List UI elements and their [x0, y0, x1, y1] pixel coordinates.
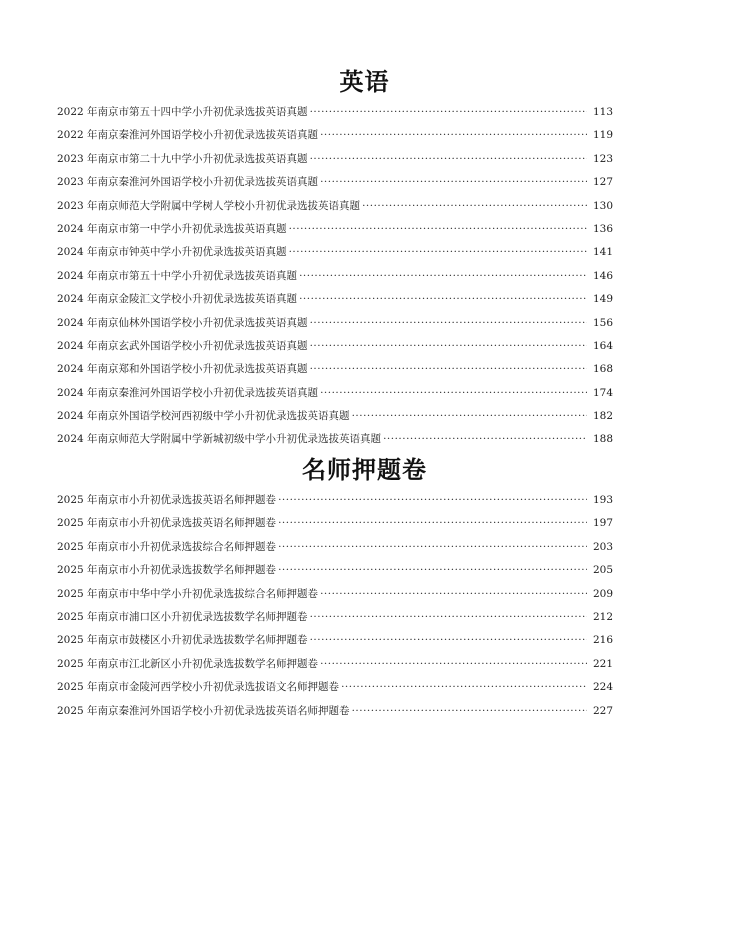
- dot-leader: [320, 658, 587, 670]
- dot-leader: [320, 387, 587, 399]
- toc-list-mock-exams: [57, 492, 613, 726]
- toc-entry[interactable]: [57, 338, 613, 361]
- dot-leader: [310, 634, 587, 646]
- toc-entry-title: 2024 年南京市第五十中学小升初优录选拔英语真题: [57, 269, 298, 282]
- toc-entry[interactable]: [57, 656, 613, 679]
- toc-entry[interactable]: [57, 315, 613, 338]
- toc-entry[interactable]: [57, 268, 613, 291]
- toc-entry[interactable]: [57, 492, 613, 515]
- toc-entry-page-number: 182: [592, 410, 613, 423]
- toc-entry-title: 2024 年南京秦淮河外国语学校小升初优录选拔英语真题: [57, 386, 319, 399]
- dot-leader: [278, 494, 587, 506]
- toc-entry-title: 2024 年南京市钟英中学小升初优录选拔英语真题: [57, 246, 287, 259]
- toc-entry[interactable]: [57, 221, 613, 244]
- dot-leader: [310, 340, 587, 352]
- dot-leader: [320, 129, 587, 141]
- toc-entry-page-number: 141: [592, 246, 613, 259]
- toc-entry-page-number: 127: [592, 176, 613, 189]
- toc-entry[interactable]: [57, 104, 613, 127]
- toc-entry[interactable]: [57, 151, 613, 174]
- section-title-english: 英语: [339, 68, 390, 96]
- toc-entry-title: 2024 年南京仙林外国语学校小升初优录选拔英语真题: [57, 316, 308, 329]
- toc-entry-page-number: 216: [592, 634, 613, 647]
- dot-leader: [341, 681, 587, 693]
- toc-entry-title: 2024 年南京师范大学附属中学新城初级中学小升初优录选拔英语真题: [57, 433, 382, 446]
- toc-entry[interactable]: [57, 408, 613, 431]
- toc-entry-page-number: 193: [592, 494, 613, 506]
- toc-entry-title: 2025 年南京市江北新区小升初优录选拔数学名师押题卷: [57, 657, 319, 670]
- toc-entry[interactable]: [57, 385, 613, 408]
- toc-entry[interactable]: [57, 632, 613, 655]
- dot-leader: [289, 246, 587, 258]
- toc-entry-page-number: 224: [592, 681, 613, 694]
- dot-leader: [278, 517, 587, 529]
- toc-entry-title: 2024 年南京市第一中学小升初优录选拔英语真题: [57, 222, 287, 235]
- toc-entry-page-number: 130: [592, 199, 613, 212]
- dot-leader: [310, 153, 587, 165]
- toc-entry[interactable]: [57, 244, 613, 267]
- toc-entry[interactable]: [57, 679, 613, 702]
- dot-leader: [310, 106, 587, 118]
- toc-list-english: [57, 104, 613, 455]
- dot-leader: [278, 564, 587, 576]
- toc-entry-page-number: 149: [592, 293, 613, 306]
- dot-leader: [383, 433, 587, 445]
- toc-entry-title: 2025 年南京市金陵河西学校小升初优录选拔语文名师押题卷: [57, 681, 340, 694]
- toc-entry[interactable]: [57, 703, 613, 726]
- section-title-mock-exams: 名师押题卷: [302, 456, 427, 484]
- dot-leader: [320, 588, 587, 600]
- toc-entry-title: 2024 年南京金陵汇文学校小升初优录选拔英语真题: [57, 293, 298, 306]
- dot-leader: [352, 705, 587, 717]
- toc-entry[interactable]: [57, 361, 613, 384]
- dot-leader: [320, 176, 587, 188]
- toc-entry-title: 2025 年南京市小升初优录选拔综合名师押题卷: [57, 540, 277, 553]
- dot-leader: [310, 317, 587, 329]
- dot-leader: [362, 200, 587, 212]
- toc-entry-title: 2025 年南京市鼓楼区小升初优录选拔数学名师押题卷: [57, 634, 308, 647]
- toc-entry-page-number: 221: [592, 657, 613, 670]
- toc-entry-title: 2025 年南京市中华中学小升初优录选拔综合名师押题卷: [57, 587, 319, 600]
- toc-entry-page-number: 164: [592, 339, 613, 352]
- toc-entry[interactable]: [57, 291, 613, 314]
- toc-entry-title: 2023 年南京师范大学附属中学树人学校小升初优录选拔英语真题: [57, 199, 361, 212]
- toc-entry-title: 2022 年南京秦淮河外国语学校小升初优录选拔英语真题: [57, 129, 319, 142]
- toc-entry-title: 2024 年南京玄武外国语学校小升初优录选拔英语真题: [57, 339, 308, 352]
- toc-entry-page-number: 113: [592, 106, 613, 118]
- toc-entry-title: 2025 年南京市小升初优录选拔英语名师押题卷: [57, 517, 277, 530]
- toc-entry-title: 2025 年南京市小升初优录选拔英语名师押题卷: [57, 494, 277, 506]
- toc-entry-title: 2022 年南京市第五十四中学小升初优录选拔英语真题: [57, 106, 308, 118]
- toc-entry-page-number: 136: [592, 222, 613, 235]
- toc-entry-page-number: 212: [592, 610, 613, 623]
- toc-entry-page-number: 174: [592, 386, 613, 399]
- toc-entry-page-number: 227: [592, 704, 613, 717]
- toc-entry[interactable]: [57, 174, 613, 197]
- toc-entry-page-number: 123: [592, 152, 613, 165]
- toc-entry-page-number: 203: [592, 540, 613, 553]
- toc-entry[interactable]: [57, 127, 613, 150]
- toc-entry[interactable]: [57, 539, 613, 562]
- toc-entry[interactable]: [57, 515, 613, 538]
- toc-entry-title: 2024 年南京郑和外国语学校小升初优录选拔英语真题: [57, 363, 308, 376]
- toc-entry-page-number: 188: [592, 433, 613, 446]
- toc-entry-title: 2023 年南京市第二十九中学小升初优录选拔英语真题: [57, 152, 308, 165]
- toc-entry-page-number: 119: [592, 129, 613, 142]
- toc-entry-title: 2025 年南京市小升初优录选拔数学名师押题卷: [57, 564, 277, 577]
- toc-entry-page-number: 168: [592, 363, 613, 376]
- toc-entry-title: 2025 年南京市浦口区小升初优录选拔数学名师押题卷: [57, 610, 308, 623]
- dot-leader: [299, 270, 587, 282]
- dot-leader: [310, 611, 587, 623]
- dot-leader: [278, 541, 587, 553]
- toc-entry-title: 2024 年南京外国语学校河西初级中学小升初优录选拔英语真题: [57, 410, 350, 423]
- dot-leader: [299, 293, 587, 305]
- toc-entry-page-number: 209: [592, 587, 613, 600]
- toc-entry[interactable]: [57, 586, 613, 609]
- toc-entry-page-number: 197: [592, 517, 613, 530]
- toc-entry[interactable]: [57, 198, 613, 221]
- toc-entry-title: 2023 年南京秦淮河外国语学校小升初优录选拔英语真题: [57, 176, 319, 189]
- dot-leader: [352, 410, 587, 422]
- toc-entry-page-number: 205: [592, 564, 613, 577]
- dot-leader: [310, 363, 587, 375]
- toc-entry-page-number: 156: [592, 316, 613, 329]
- toc-entry-page-number: 146: [592, 269, 613, 282]
- toc-entry[interactable]: [57, 609, 613, 632]
- toc-entry[interactable]: [57, 562, 613, 585]
- dot-leader: [289, 223, 587, 235]
- toc-entry-title: 2025 年南京秦淮河外国语学校小升初优录选拔英语名师押题卷: [57, 704, 350, 717]
